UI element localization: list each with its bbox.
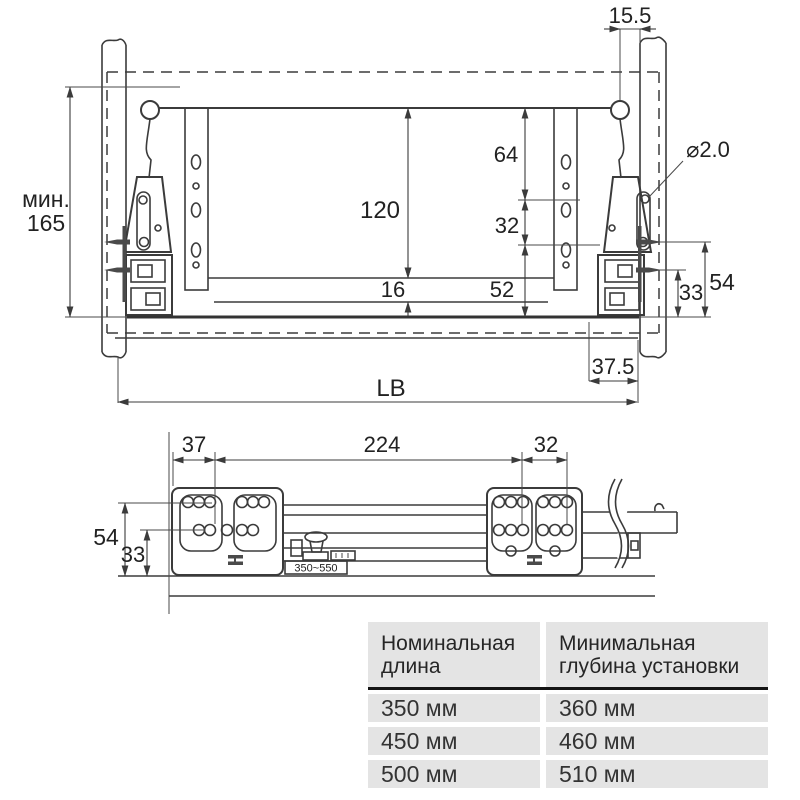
rod-end-right bbox=[611, 101, 629, 119]
back-plate-left bbox=[185, 108, 208, 290]
mount-bracket-left bbox=[172, 488, 283, 575]
dim-label-120: 120 bbox=[359, 197, 401, 224]
table-header-rule bbox=[368, 687, 768, 690]
clamp-mechanism bbox=[291, 532, 355, 560]
dim-label-37-5: 37.5 bbox=[591, 354, 635, 379]
table-cell-length: 500 мм bbox=[368, 760, 540, 788]
mounting-screws bbox=[104, 240, 662, 273]
dim-label-54: 54 bbox=[709, 269, 735, 295]
front-view bbox=[22, 3, 735, 403]
back-plate-right bbox=[554, 108, 577, 290]
break-symbol bbox=[609, 479, 629, 568]
table-cell-length: 350 мм bbox=[368, 694, 540, 722]
dim-label-32-side: 32 bbox=[533, 432, 559, 457]
table-header-nominal-length: Номинальная длина bbox=[368, 622, 540, 687]
dim-label-37: 37 bbox=[181, 432, 207, 457]
dim-label-lb: LB bbox=[376, 375, 406, 402]
table-cell-length: 450 мм bbox=[368, 727, 540, 755]
rod-end-left bbox=[141, 101, 159, 119]
slide-bracket-right bbox=[598, 177, 651, 315]
dim-label-33-side: 33 bbox=[120, 542, 146, 567]
dim-label-54-side: 54 bbox=[93, 524, 119, 550]
dim-label-15-5: 15.5 bbox=[608, 3, 652, 28]
rod-lever-left bbox=[146, 119, 151, 178]
table-cell-depth: 510 мм bbox=[546, 760, 768, 788]
table-cell-depth: 460 мм bbox=[546, 727, 768, 755]
dim-label-64: 64 bbox=[493, 142, 519, 167]
dim-label-165: 165 bbox=[26, 210, 66, 236]
dim-label-32: 32 bbox=[494, 213, 520, 238]
dim-label-52: 52 bbox=[489, 277, 515, 302]
table-cell-depth: 360 мм bbox=[546, 694, 768, 722]
dim-label-224: 224 bbox=[363, 432, 401, 457]
rail-range-label: 350~550 bbox=[294, 562, 338, 575]
dim-label-33: 33 bbox=[678, 280, 704, 305]
table-row bbox=[368, 694, 768, 722]
spec-table-header bbox=[368, 622, 768, 687]
spec-table bbox=[368, 622, 768, 793]
table-row bbox=[368, 727, 768, 755]
dim-label-16: 16 bbox=[380, 277, 406, 302]
dim-label-min: мин. bbox=[22, 186, 70, 212]
slide-bracket-left bbox=[123, 177, 173, 315]
dim-label-hole-dia: ⌀2.0 bbox=[686, 137, 730, 162]
table-header-min-depth: Минимальная глубина установки bbox=[546, 622, 768, 687]
rod-lever-right bbox=[619, 119, 624, 178]
mount-bracket-right bbox=[487, 488, 582, 575]
rail-end-hook bbox=[655, 504, 664, 511]
side-view bbox=[93, 432, 677, 614]
table-row bbox=[368, 760, 768, 788]
